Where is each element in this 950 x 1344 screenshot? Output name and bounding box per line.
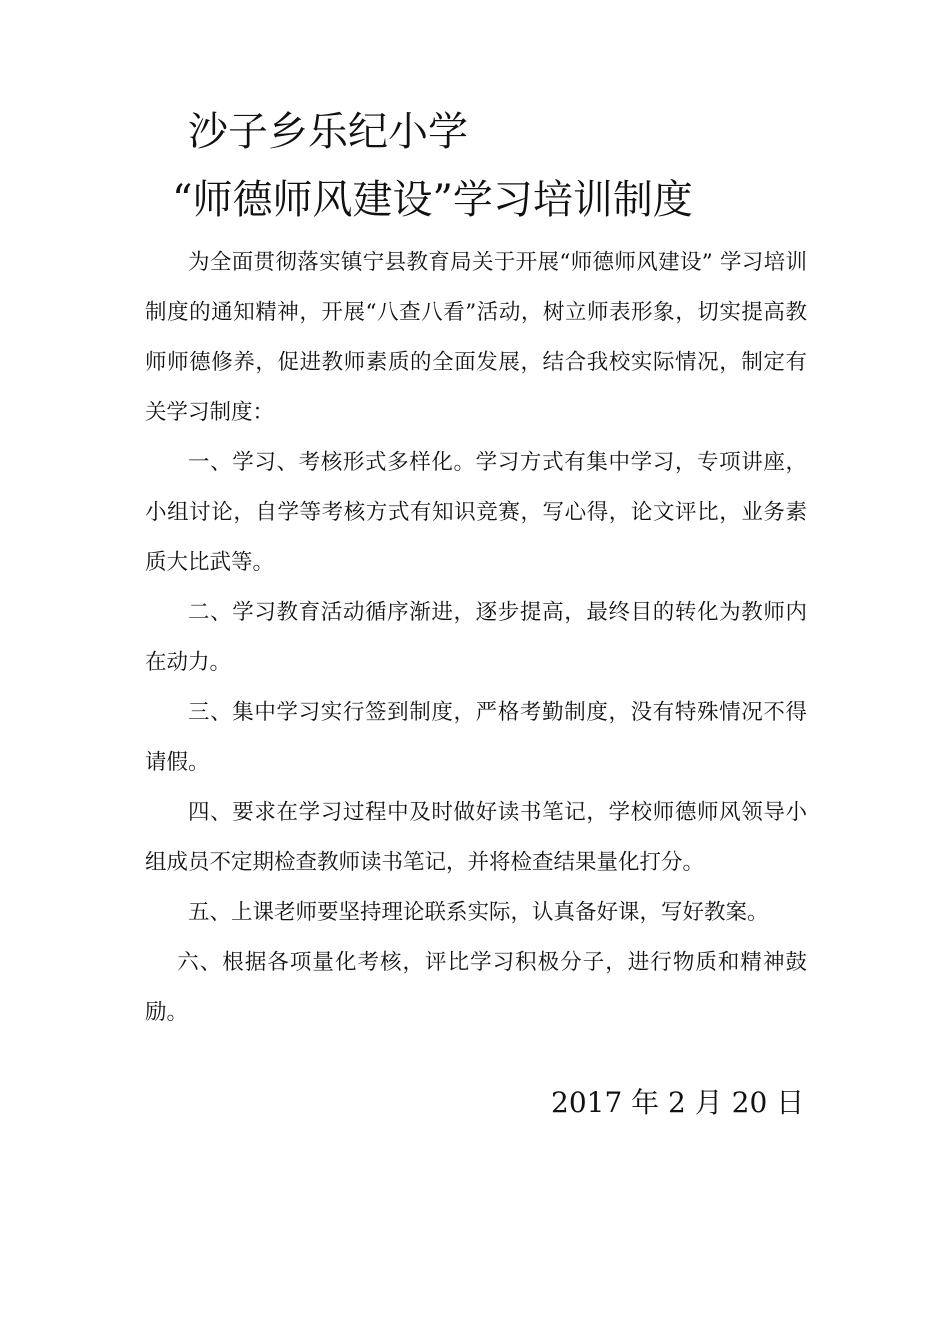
intro-paragraph: 为全面贯彻落实镇宁县教育局关于开展“师德师风建设” 学习培训制度的通知精神，开展“八查八看”活动，树立师表形象，切实提高教师师德修养，促进教师素质的全面发展，结合我校实际情况，制定有关学习制度： (145, 250, 807, 425)
document-date: 2017 年 2 月 20 日 (551, 1086, 805, 1119)
school-name-title: 沙子乡乐纪小学 (188, 109, 468, 155)
clause-6-paragraph: 六、根据各项量化考核，评比学习积极分子，进行物质和精神鼓励。 (145, 950, 807, 1025)
clause-3-paragraph: 三、集中学习实行签到制度，严格考勤制度，没有特殊情况不得请假。 (145, 700, 807, 775)
clause-5-paragraph: 五、上课老师要坚持理论联系实际，认真备好课，写好教案。 (188, 900, 769, 925)
clause-2-paragraph: 二、学习教育活动循序渐进，逐步提高，最终目的转化为教师内在动力。 (145, 600, 807, 675)
regulation-title: “师德师风建设”学习培训制度 (172, 177, 693, 223)
clause-4-paragraph: 四、要求在学习过程中及时做好读书笔记，学校师德师风领导小组成员不定期检查教师读书笔记，并将检查结果量化打分。 (145, 800, 807, 875)
clause-1-paragraph: 一、学习、考核形式多样化。学习方式有集中学习，专项讲座，小组讨论，自学等考核方式有知识竞赛，写心得，论文评比，业务素质大比武等。 (145, 450, 807, 575)
document-body (145, 238, 807, 1038)
